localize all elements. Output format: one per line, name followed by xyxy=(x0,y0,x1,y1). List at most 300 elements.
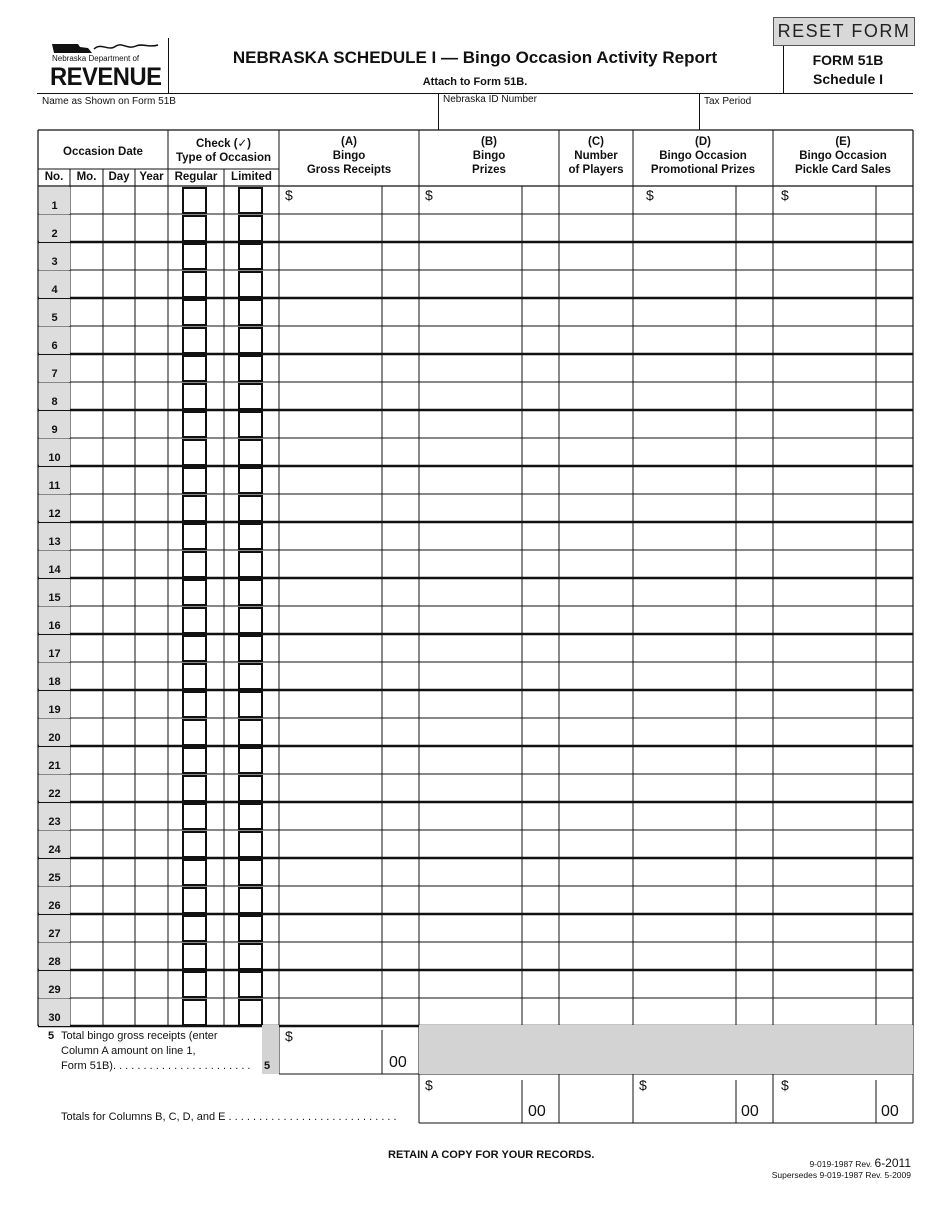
limited-checkbox[interactable] xyxy=(238,803,263,830)
line5-amount-field[interactable] xyxy=(281,1040,381,1072)
players-field[interactable] xyxy=(560,440,632,464)
prizes-field[interactable] xyxy=(420,1000,521,1024)
promo-prizes-field[interactable] xyxy=(634,216,735,240)
limited-checkbox[interactable] xyxy=(238,663,263,690)
players-field[interactable] xyxy=(560,776,632,800)
limited-checkbox[interactable] xyxy=(238,943,263,970)
month-field[interactable] xyxy=(71,664,102,688)
players-field[interactable] xyxy=(560,832,632,856)
month-field[interactable] xyxy=(71,440,102,464)
prizes-field[interactable] xyxy=(420,384,521,408)
gross-receipts-field[interactable] xyxy=(280,468,381,492)
gross-receipts-field[interactable] xyxy=(280,972,381,996)
limited-checkbox[interactable] xyxy=(238,467,263,494)
promo-prizes-field[interactable] xyxy=(634,776,735,800)
reset-form-button[interactable]: RESET FORM xyxy=(773,17,915,46)
limited-checkbox[interactable] xyxy=(238,635,263,662)
promo-prizes-field[interactable] xyxy=(634,356,735,380)
year-field[interactable] xyxy=(136,440,167,464)
prizes-field[interactable] xyxy=(420,216,521,240)
gross-receipts-field[interactable] xyxy=(280,384,381,408)
month-field[interactable] xyxy=(71,888,102,912)
prizes-field[interactable] xyxy=(420,720,521,744)
day-field[interactable] xyxy=(104,524,134,548)
gross-receipts-field[interactable] xyxy=(280,440,381,464)
gross-receipts-field[interactable] xyxy=(280,748,381,772)
promo-prizes-field[interactable] xyxy=(634,804,735,828)
promo-prizes-field[interactable] xyxy=(634,664,735,688)
gross-receipts-field[interactable] xyxy=(280,860,381,884)
pickle-card-field[interactable] xyxy=(774,440,875,464)
players-field[interactable] xyxy=(560,216,632,240)
promo-prizes-field[interactable] xyxy=(634,468,735,492)
pickle-card-field[interactable] xyxy=(774,804,875,828)
pickle-card-field[interactable] xyxy=(774,412,875,436)
year-field[interactable] xyxy=(136,244,167,268)
limited-checkbox[interactable] xyxy=(238,579,263,606)
gross-receipts-field[interactable] xyxy=(280,832,381,856)
pickle-card-field[interactable] xyxy=(774,664,875,688)
day-field[interactable] xyxy=(104,272,134,296)
pickle-card-field[interactable] xyxy=(774,832,875,856)
players-field[interactable] xyxy=(560,384,632,408)
regular-checkbox[interactable] xyxy=(182,719,207,746)
players-field[interactable] xyxy=(560,1000,632,1024)
month-field[interactable] xyxy=(71,860,102,884)
promo-prizes-field[interactable] xyxy=(634,944,735,968)
pickle-card-field[interactable] xyxy=(774,580,875,604)
limited-checkbox[interactable] xyxy=(238,299,263,326)
limited-checkbox[interactable] xyxy=(238,551,263,578)
regular-checkbox[interactable] xyxy=(182,859,207,886)
limited-checkbox[interactable] xyxy=(238,327,263,354)
promo-prizes-field[interactable] xyxy=(634,888,735,912)
gross-receipts-field[interactable] xyxy=(280,496,381,520)
promo-prizes-field[interactable] xyxy=(634,748,735,772)
players-field[interactable] xyxy=(560,888,632,912)
players-field[interactable] xyxy=(560,608,632,632)
day-field[interactable] xyxy=(104,216,134,240)
pickle-card-field[interactable] xyxy=(774,608,875,632)
players-field[interactable] xyxy=(560,244,632,268)
players-field[interactable] xyxy=(560,468,632,492)
gross-receipts-field[interactable] xyxy=(280,524,381,548)
players-field[interactable] xyxy=(560,720,632,744)
prizes-field[interactable] xyxy=(420,860,521,884)
regular-checkbox[interactable] xyxy=(182,439,207,466)
year-field[interactable] xyxy=(136,944,167,968)
gross-receipts-field[interactable] xyxy=(280,552,381,576)
year-field[interactable] xyxy=(136,916,167,940)
prizes-field[interactable] xyxy=(420,972,521,996)
players-field[interactable] xyxy=(560,748,632,772)
day-field[interactable] xyxy=(104,440,134,464)
year-field[interactable] xyxy=(136,972,167,996)
day-field[interactable] xyxy=(104,384,134,408)
year-field[interactable] xyxy=(136,776,167,800)
limited-checkbox[interactable] xyxy=(238,999,263,1026)
regular-checkbox[interactable] xyxy=(182,663,207,690)
limited-checkbox[interactable] xyxy=(238,747,263,774)
promo-prizes-field[interactable] xyxy=(634,384,735,408)
regular-checkbox[interactable] xyxy=(182,551,207,578)
total-b-field[interactable] xyxy=(421,1090,521,1120)
gross-receipts-field[interactable] xyxy=(280,664,381,688)
year-field[interactable] xyxy=(136,384,167,408)
prizes-field[interactable] xyxy=(420,636,521,660)
month-field[interactable] xyxy=(71,776,102,800)
day-field[interactable] xyxy=(104,944,134,968)
month-field[interactable] xyxy=(71,692,102,716)
limited-checkbox[interactable] xyxy=(238,887,263,914)
gross-receipts-field[interactable] xyxy=(280,608,381,632)
month-field[interactable] xyxy=(71,804,102,828)
day-field[interactable] xyxy=(104,776,134,800)
limited-checkbox[interactable] xyxy=(238,775,263,802)
regular-checkbox[interactable] xyxy=(182,187,207,214)
gross-receipts-field[interactable] xyxy=(280,1000,381,1024)
regular-checkbox[interactable] xyxy=(182,355,207,382)
players-field[interactable] xyxy=(560,300,632,324)
day-field[interactable] xyxy=(104,720,134,744)
year-field[interactable] xyxy=(136,1000,167,1024)
day-field[interactable] xyxy=(104,1000,134,1024)
players-field[interactable] xyxy=(560,188,632,212)
promo-prizes-field[interactable] xyxy=(634,1000,735,1024)
gross-receipts-field[interactable] xyxy=(280,328,381,352)
pickle-card-field[interactable] xyxy=(774,972,875,996)
month-field[interactable] xyxy=(71,720,102,744)
pickle-card-field[interactable] xyxy=(774,328,875,352)
limited-checkbox[interactable] xyxy=(238,243,263,270)
prizes-field[interactable] xyxy=(420,776,521,800)
day-field[interactable] xyxy=(104,328,134,352)
month-field[interactable] xyxy=(71,188,102,212)
pickle-card-field[interactable] xyxy=(774,384,875,408)
year-field[interactable] xyxy=(136,216,167,240)
day-field[interactable] xyxy=(104,888,134,912)
players-field[interactable] xyxy=(560,916,632,940)
players-field[interactable] xyxy=(560,356,632,380)
month-field[interactable] xyxy=(71,272,102,296)
gross-receipts-field[interactable] xyxy=(280,580,381,604)
regular-checkbox[interactable] xyxy=(182,607,207,634)
month-field[interactable] xyxy=(71,244,102,268)
prizes-field[interactable] xyxy=(420,300,521,324)
prizes-field[interactable] xyxy=(420,412,521,436)
prizes-field[interactable] xyxy=(420,356,521,380)
prizes-field[interactable] xyxy=(420,832,521,856)
year-field[interactable] xyxy=(136,552,167,576)
pickle-card-field[interactable] xyxy=(774,776,875,800)
month-field[interactable] xyxy=(71,300,102,324)
prizes-field[interactable] xyxy=(420,272,521,296)
prizes-field[interactable] xyxy=(420,664,521,688)
pickle-card-field[interactable] xyxy=(774,272,875,296)
pickle-card-field[interactable] xyxy=(774,188,875,212)
gross-receipts-field[interactable] xyxy=(280,776,381,800)
regular-checkbox[interactable] xyxy=(182,971,207,998)
pickle-card-field[interactable] xyxy=(774,720,875,744)
month-field[interactable] xyxy=(71,1000,102,1024)
day-field[interactable] xyxy=(104,748,134,772)
limited-checkbox[interactable] xyxy=(238,691,263,718)
regular-checkbox[interactable] xyxy=(182,887,207,914)
gross-receipts-field[interactable] xyxy=(280,244,381,268)
year-field[interactable] xyxy=(136,720,167,744)
year-field[interactable] xyxy=(136,356,167,380)
year-field[interactable] xyxy=(136,804,167,828)
gross-receipts-field[interactable] xyxy=(280,916,381,940)
promo-prizes-field[interactable] xyxy=(634,300,735,324)
day-field[interactable] xyxy=(104,860,134,884)
regular-checkbox[interactable] xyxy=(182,411,207,438)
promo-prizes-field[interactable] xyxy=(634,580,735,604)
day-field[interactable] xyxy=(104,188,134,212)
players-field[interactable] xyxy=(560,860,632,884)
day-field[interactable] xyxy=(104,580,134,604)
prizes-field[interactable] xyxy=(420,496,521,520)
year-field[interactable] xyxy=(136,748,167,772)
prizes-field[interactable] xyxy=(420,804,521,828)
players-field[interactable] xyxy=(560,496,632,520)
players-field[interactable] xyxy=(560,580,632,604)
regular-checkbox[interactable] xyxy=(182,999,207,1026)
prizes-field[interactable] xyxy=(420,944,521,968)
regular-checkbox[interactable] xyxy=(182,495,207,522)
month-field[interactable] xyxy=(71,580,102,604)
day-field[interactable] xyxy=(104,636,134,660)
pickle-card-field[interactable] xyxy=(774,748,875,772)
regular-checkbox[interactable] xyxy=(182,243,207,270)
year-field[interactable] xyxy=(136,272,167,296)
year-field[interactable] xyxy=(136,664,167,688)
promo-prizes-field[interactable] xyxy=(634,608,735,632)
limited-checkbox[interactable] xyxy=(238,355,263,382)
regular-checkbox[interactable] xyxy=(182,635,207,662)
year-field[interactable] xyxy=(136,300,167,324)
year-field[interactable] xyxy=(136,636,167,660)
prizes-field[interactable] xyxy=(420,328,521,352)
limited-checkbox[interactable] xyxy=(238,187,263,214)
gross-receipts-field[interactable] xyxy=(280,720,381,744)
players-field[interactable] xyxy=(560,328,632,352)
regular-checkbox[interactable] xyxy=(182,579,207,606)
day-field[interactable] xyxy=(104,832,134,856)
limited-checkbox[interactable] xyxy=(238,971,263,998)
pickle-card-field[interactable] xyxy=(774,524,875,548)
year-field[interactable] xyxy=(136,692,167,716)
year-field[interactable] xyxy=(136,468,167,492)
pickle-card-field[interactable] xyxy=(774,552,875,576)
promo-prizes-field[interactable] xyxy=(634,692,735,716)
limited-checkbox[interactable] xyxy=(238,523,263,550)
month-field[interactable] xyxy=(71,552,102,576)
regular-checkbox[interactable] xyxy=(182,747,207,774)
month-field[interactable] xyxy=(71,216,102,240)
day-field[interactable] xyxy=(104,804,134,828)
limited-checkbox[interactable] xyxy=(238,831,263,858)
prizes-field[interactable] xyxy=(420,244,521,268)
month-field[interactable] xyxy=(71,944,102,968)
promo-prizes-field[interactable] xyxy=(634,440,735,464)
gross-receipts-field[interactable] xyxy=(280,300,381,324)
gross-receipts-field[interactable] xyxy=(280,188,381,212)
promo-prizes-field[interactable] xyxy=(634,244,735,268)
pickle-card-field[interactable] xyxy=(774,916,875,940)
month-field[interactable] xyxy=(71,356,102,380)
promo-prizes-field[interactable] xyxy=(634,916,735,940)
regular-checkbox[interactable] xyxy=(182,831,207,858)
regular-checkbox[interactable] xyxy=(182,943,207,970)
limited-checkbox[interactable] xyxy=(238,215,263,242)
players-field[interactable] xyxy=(560,972,632,996)
year-field[interactable] xyxy=(136,524,167,548)
year-field[interactable] xyxy=(136,860,167,884)
pickle-card-field[interactable] xyxy=(774,496,875,520)
year-field[interactable] xyxy=(136,328,167,352)
prizes-field[interactable] xyxy=(420,524,521,548)
promo-prizes-field[interactable] xyxy=(634,832,735,856)
total-c-field[interactable] xyxy=(561,1090,631,1120)
limited-checkbox[interactable] xyxy=(238,607,263,634)
gross-receipts-field[interactable] xyxy=(280,216,381,240)
gross-receipts-field[interactable] xyxy=(280,804,381,828)
promo-prizes-field[interactable] xyxy=(634,636,735,660)
limited-checkbox[interactable] xyxy=(238,495,263,522)
month-field[interactable] xyxy=(71,748,102,772)
limited-checkbox[interactable] xyxy=(238,271,263,298)
pickle-card-field[interactable] xyxy=(774,888,875,912)
year-field[interactable] xyxy=(136,496,167,520)
prizes-field[interactable] xyxy=(420,440,521,464)
players-field[interactable] xyxy=(560,944,632,968)
pickle-card-field[interactable] xyxy=(774,944,875,968)
limited-checkbox[interactable] xyxy=(238,411,263,438)
day-field[interactable] xyxy=(104,552,134,576)
regular-checkbox[interactable] xyxy=(182,327,207,354)
pickle-card-field[interactable] xyxy=(774,356,875,380)
promo-prizes-field[interactable] xyxy=(634,272,735,296)
total-e-field[interactable] xyxy=(775,1090,875,1120)
players-field[interactable] xyxy=(560,636,632,660)
day-field[interactable] xyxy=(104,412,134,436)
day-field[interactable] xyxy=(104,468,134,492)
gross-receipts-field[interactable] xyxy=(280,356,381,380)
year-field[interactable] xyxy=(136,832,167,856)
total-d-field[interactable] xyxy=(635,1090,735,1120)
promo-prizes-field[interactable] xyxy=(634,972,735,996)
pickle-card-field[interactable] xyxy=(774,468,875,492)
day-field[interactable] xyxy=(104,496,134,520)
limited-checkbox[interactable] xyxy=(238,719,263,746)
regular-checkbox[interactable] xyxy=(182,299,207,326)
regular-checkbox[interactable] xyxy=(182,383,207,410)
limited-checkbox[interactable] xyxy=(238,859,263,886)
year-field[interactable] xyxy=(136,888,167,912)
day-field[interactable] xyxy=(104,300,134,324)
month-field[interactable] xyxy=(71,524,102,548)
gross-receipts-field[interactable] xyxy=(280,636,381,660)
day-field[interactable] xyxy=(104,356,134,380)
month-field[interactable] xyxy=(71,832,102,856)
gross-receipts-field[interactable] xyxy=(280,944,381,968)
prizes-field[interactable] xyxy=(420,888,521,912)
month-field[interactable] xyxy=(71,468,102,492)
prizes-field[interactable] xyxy=(420,916,521,940)
day-field[interactable] xyxy=(104,692,134,716)
prizes-field[interactable] xyxy=(420,188,521,212)
promo-prizes-field[interactable] xyxy=(634,328,735,352)
limited-checkbox[interactable] xyxy=(238,383,263,410)
day-field[interactable] xyxy=(104,972,134,996)
promo-prizes-field[interactable] xyxy=(634,496,735,520)
prizes-field[interactable] xyxy=(420,748,521,772)
players-field[interactable] xyxy=(560,412,632,436)
day-field[interactable] xyxy=(104,664,134,688)
pickle-card-field[interactable] xyxy=(774,244,875,268)
regular-checkbox[interactable] xyxy=(182,215,207,242)
prizes-field[interactable] xyxy=(420,468,521,492)
promo-prizes-field[interactable] xyxy=(634,860,735,884)
players-field[interactable] xyxy=(560,692,632,716)
pickle-card-field[interactable] xyxy=(774,636,875,660)
year-field[interactable] xyxy=(136,580,167,604)
gross-receipts-field[interactable] xyxy=(280,692,381,716)
players-field[interactable] xyxy=(560,804,632,828)
gross-receipts-field[interactable] xyxy=(280,272,381,296)
pickle-card-field[interactable] xyxy=(774,1000,875,1024)
year-field[interactable] xyxy=(136,412,167,436)
pickle-card-field[interactable] xyxy=(774,216,875,240)
limited-checkbox[interactable] xyxy=(238,439,263,466)
day-field[interactable] xyxy=(104,244,134,268)
limited-checkbox[interactable] xyxy=(238,915,263,942)
players-field[interactable] xyxy=(560,552,632,576)
month-field[interactable] xyxy=(71,496,102,520)
prizes-field[interactable] xyxy=(420,608,521,632)
prizes-field[interactable] xyxy=(420,552,521,576)
promo-prizes-field[interactable] xyxy=(634,552,735,576)
month-field[interactable] xyxy=(71,412,102,436)
players-field[interactable] xyxy=(560,272,632,296)
regular-checkbox[interactable] xyxy=(182,467,207,494)
gross-receipts-field[interactable] xyxy=(280,412,381,436)
promo-prizes-field[interactable] xyxy=(634,720,735,744)
promo-prizes-field[interactable] xyxy=(634,412,735,436)
players-field[interactable] xyxy=(560,664,632,688)
regular-checkbox[interactable] xyxy=(182,271,207,298)
players-field[interactable] xyxy=(560,524,632,548)
prizes-field[interactable] xyxy=(420,580,521,604)
month-field[interactable] xyxy=(71,384,102,408)
regular-checkbox[interactable] xyxy=(182,915,207,942)
regular-checkbox[interactable] xyxy=(182,523,207,550)
month-field[interactable] xyxy=(71,608,102,632)
promo-prizes-field[interactable] xyxy=(634,524,735,548)
month-field[interactable] xyxy=(71,328,102,352)
pickle-card-field[interactable] xyxy=(774,860,875,884)
regular-checkbox[interactable] xyxy=(182,803,207,830)
day-field[interactable] xyxy=(104,608,134,632)
regular-checkbox[interactable] xyxy=(182,691,207,718)
month-field[interactable] xyxy=(71,916,102,940)
prizes-field[interactable] xyxy=(420,692,521,716)
regular-checkbox[interactable] xyxy=(182,775,207,802)
year-field[interactable] xyxy=(136,608,167,632)
month-field[interactable] xyxy=(71,972,102,996)
pickle-card-field[interactable] xyxy=(774,300,875,324)
